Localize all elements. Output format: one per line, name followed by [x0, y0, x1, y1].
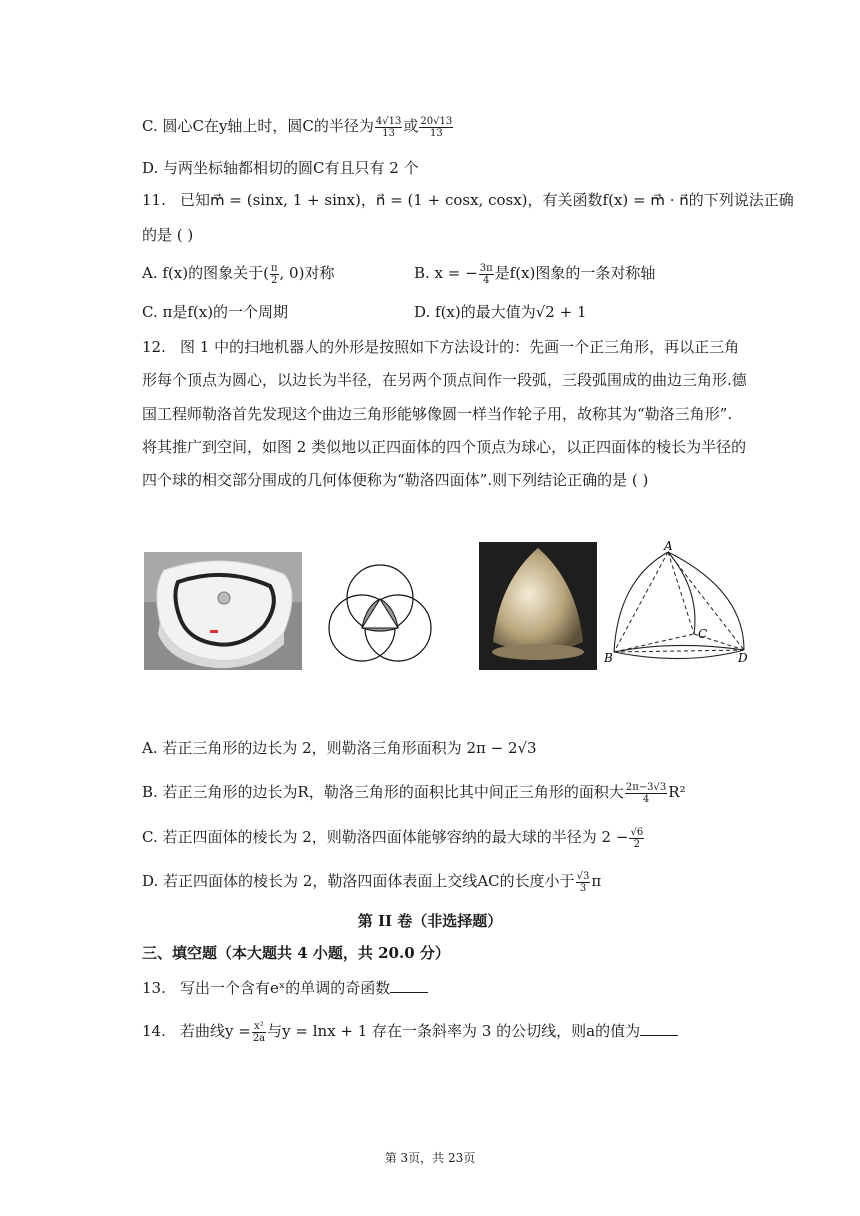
vertex-label-c: C: [698, 627, 708, 641]
q12-stem-line4: 将其推广到空间，如图 2 类似地以正四面体的四个顶点为球心，以正四面体的棱长为半径的: [142, 438, 747, 456]
answer-blank: [390, 978, 428, 993]
q12-option-b: B. 若正三角形的边长为R，勒洛三角形的面积比其中间正三角形的面积大 $\frac{2\pi-3√3}{4}$ R²: [142, 781, 686, 805]
robot-vacuum-photo: [144, 552, 302, 670]
q14: 14. 若曲线y = $\frac{\text{x²}}{2a}$ 与y = lnx + 1 存在一条斜率为 3 的公切线，则a的值为: [142, 1020, 678, 1044]
section-title: 第 II 卷（非选择题）: [357, 912, 503, 930]
part-three-title: 三、填空题（本大题共 4 小题，共 20.0 分）: [142, 944, 450, 962]
q12-stem-line3: 国工程师勒洛首先发现这个曲边三角形能够像圆一样当作轮子用，故称其为“勒洛三角形”.: [142, 405, 733, 423]
q12-option-d: D. 若正四面体的棱长为 2，勒洛四面体表面上交线AC的长度小于 $\frac{√3}{3}$ π: [142, 870, 602, 894]
q13: 13. 写出一个含有eˣ的单调的奇函数: [142, 977, 428, 999]
vertex-label-b: B: [604, 651, 613, 665]
q11-option-b: B. x = − $\frac{3\pi}{4}$ 是f(x)图象的一条对称轴: [414, 262, 656, 286]
q12-stem-line1: 12. 图 1 中的扫地机器人的外形是按照如下方法设计的：先画一个正三角形，再以正三角: [142, 338, 740, 356]
reuleaux-triangle-diagram: [320, 560, 440, 672]
q11-option-d: D. f(x)的最大值为√2 + 1: [414, 303, 587, 321]
q12-option-c: C. 若正四面体的棱长为 2，则勒洛四面体能够容纳的最大球的半径为 2 − $\frac{√6}{2}$: [142, 826, 644, 850]
q12-option-a: A. 若正三角形的边长为 2，则勒洛三角形面积为 2π − 2√3: [142, 739, 537, 757]
q11-option-c: C. π是f(x)的一个周期: [142, 303, 289, 321]
q11-stem-line1: 11. 已知m⃗ = (sinx, 1 + sinx)，n⃗ = (1 + cosx, cosx)，有关函数f(x) = m⃗ · n⃗的下列说法正确: [142, 191, 794, 209]
q12-stem-line5: 四个球的相交部分围成的几何体便称为“勒洛四面体”.则下列结论正确的是 ( ): [142, 471, 649, 489]
q11-option-a: A. f(x)的图象关于( $\frac{\pi}{2}$ , 0)对称: [142, 262, 335, 286]
q10-option-c: C. 圆心C在y轴上时，圆C的半径为 $\frac{4√13}{13}$ 或 $\frac{20√13}{13}$: [142, 115, 453, 139]
q10-option-d: D. 与两坐标轴都相切的圆C有且只有 2 个: [142, 159, 419, 177]
reuleaux-tetrahedron-diagram: [604, 540, 754, 665]
q11-stem-line2: 的是 ( ): [142, 226, 194, 244]
page-footer: 第 3页，共 23页: [384, 1151, 476, 1165]
reuleaux-tetrahedron-photo: [479, 542, 597, 670]
q12-stem-line2: 形每个顶点为圆心，以边长为半径，在另两个顶点间作一段弧，三段弧围成的曲边三角形.德: [142, 371, 747, 389]
answer-blank: [640, 1021, 678, 1036]
vertex-label-a: A: [664, 540, 673, 553]
vertex-label-d: D: [738, 651, 748, 665]
